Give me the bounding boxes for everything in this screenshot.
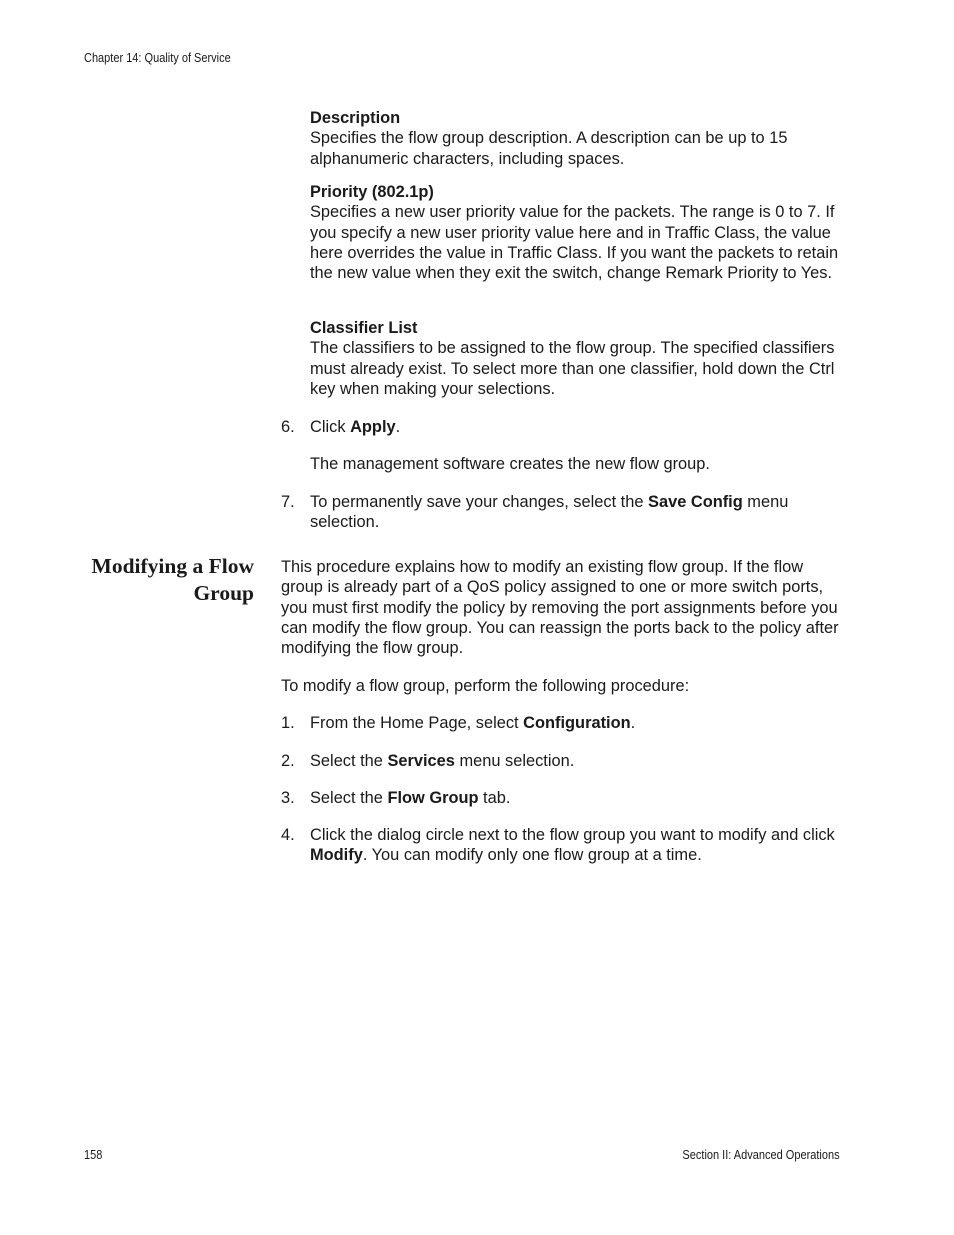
running-header: Chapter 14: Quality of Service bbox=[84, 51, 231, 65]
step-4 bbox=[281, 825, 841, 866]
step-text: From the Home Page, select Configuration. bbox=[310, 714, 636, 732]
step-text: Click Apply. bbox=[310, 418, 401, 436]
term-desc: The classifiers to be assigned to the flow group. The specified classifiers must already exist. To select more than one classifier, hold down the Ctrl key when making your selections. bbox=[310, 339, 835, 398]
section-heading: Modifying a Flow Group bbox=[91, 554, 254, 605]
step-text: Click the dialog circle next to the flow group you want to modify and click Modify. You can modify only one flow group at a time. bbox=[310, 826, 835, 865]
step-number: 2. bbox=[281, 752, 295, 770]
step-3 bbox=[281, 788, 841, 808]
page-number: 158 bbox=[84, 1148, 103, 1162]
procedure-lead: To modify a flow group, perform the following procedure: bbox=[281, 677, 690, 695]
step-text: Select the Services menu selection. bbox=[310, 752, 575, 770]
step-text: Select the Flow Group tab. bbox=[310, 789, 511, 807]
term-desc: Specifies the flow group description. A description can be up to 15 alphanumeric characters, including spaces. bbox=[310, 129, 788, 168]
running-footer: Section II: Advanced Operations bbox=[682, 1148, 840, 1162]
term-title: Priority (802.1p) bbox=[310, 183, 434, 201]
term-classifier-list bbox=[310, 318, 850, 399]
step-7 bbox=[281, 492, 841, 533]
step-number: 7. bbox=[281, 493, 295, 511]
term-priority bbox=[310, 182, 850, 283]
step-number: 4. bbox=[281, 826, 295, 844]
term-title: Classifier List bbox=[310, 319, 418, 337]
term-description bbox=[310, 108, 850, 169]
step-2 bbox=[281, 751, 841, 771]
step-result-text: The management software creates the new flow group. bbox=[310, 455, 710, 473]
step-6-result bbox=[281, 454, 841, 474]
term-desc: Specifies a new user priority value for the packets. The range is 0 to 7. If you specify a new user priority value here and in Traffic Class, the value here overrides the value in Traffic Class. If you want the packets to retain the new value when they exit the switch, change Remark Priority to Yes. bbox=[310, 203, 839, 283]
section-intro: This procedure explains how to modify an existing flow group. If the flow group is already part of a QoS policy assigned to one or more switch ports, you must first modify the policy by removing the port assignments before you can modify the flow group. You can reassign the ports back to the policy after modifying the flow group. bbox=[281, 558, 839, 658]
step-number: 1. bbox=[281, 714, 295, 732]
step-number: 3. bbox=[281, 789, 295, 807]
step-6 bbox=[281, 417, 841, 437]
step-text: To permanently save your changes, select the Save Config menu selection. bbox=[310, 493, 789, 532]
step-1 bbox=[281, 713, 841, 733]
step-number: 6. bbox=[281, 418, 295, 436]
term-title: Description bbox=[310, 109, 401, 127]
